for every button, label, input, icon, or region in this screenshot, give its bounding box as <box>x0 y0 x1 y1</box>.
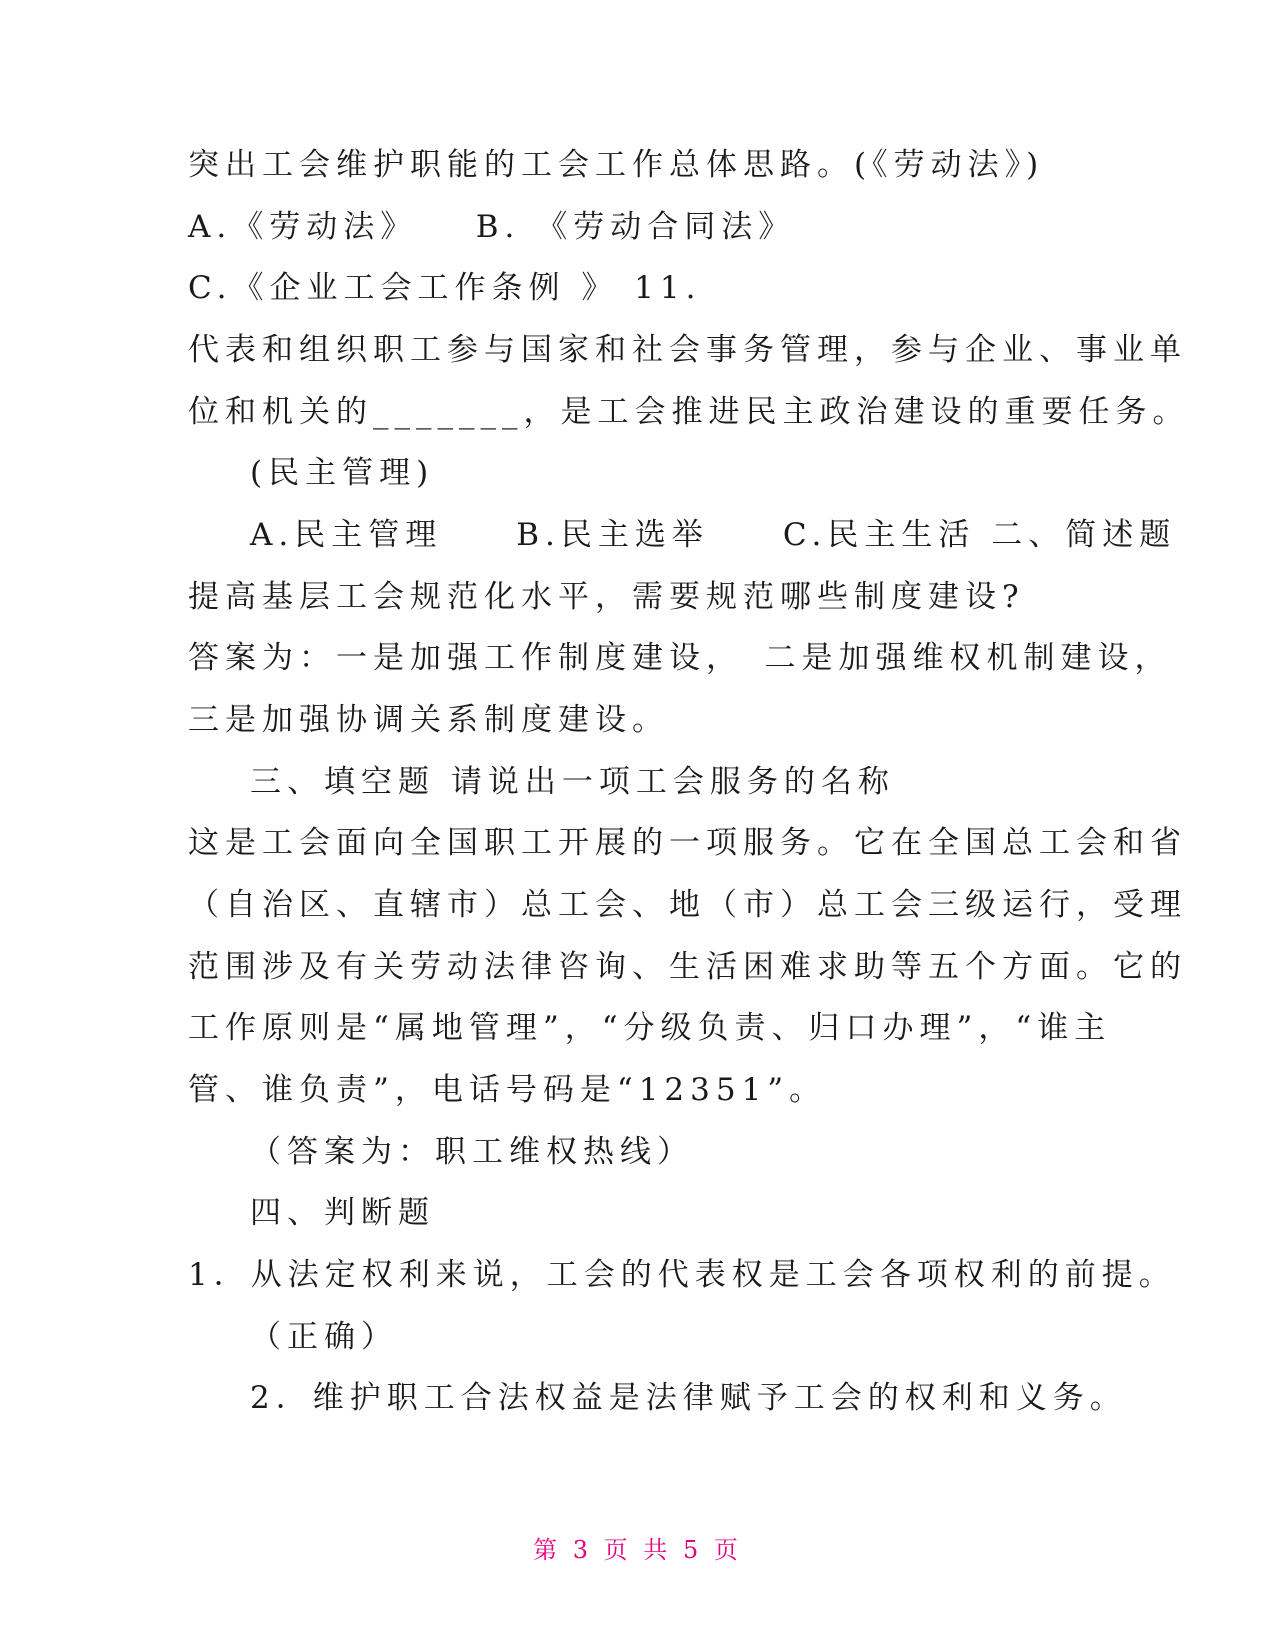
text-line-17: （答案为：职工维权热线） <box>250 1134 694 1170</box>
text-line-5: 位和机关的_______，是工会推进民主政治建设的重要任务。 <box>188 394 1190 430</box>
text-line-20: （正确） <box>250 1319 398 1355</box>
text-line-10: 三是加强协调关系制度建设。 <box>188 702 669 738</box>
text-line-2: A.《劳动法》 B. 《劳动合同法》 <box>188 209 796 245</box>
page-footer: 第 3 页 共 5 页 <box>533 1536 742 1564</box>
text-line-6: (民主管理) <box>250 455 435 491</box>
text-line-9: 答案为：一是加强工作制度建设， 二是加强维权机制建设， <box>188 640 1172 676</box>
text-line-19: 1．从法定权利来说，工会的代表权是工会各项权利的前提。 <box>188 1257 1176 1293</box>
text-line-15: 工作原则是“属地管理”，“分级负责、归口办理”，“谁主 <box>188 1010 1112 1046</box>
section-heading-true-false: 四、判断题 <box>250 1195 435 1231</box>
text-line-3: C.《企业工会工作条例 》 11. <box>188 270 702 306</box>
text-line-12: 这是工会面向全国职工开展的一项服务。它在全国总工会和省 <box>188 825 1187 861</box>
text-line-8: 提高基层工会规范化水平，需要规范哪些制度建设? <box>188 579 1025 615</box>
text-line-7: A.民主管理 B.民主选举 C.民主生活 二、简述题 <box>250 517 1177 553</box>
text-line-4: 代表和组织职工参与国家和社会事务管理，参与企业、事业单 <box>188 332 1187 368</box>
text-line-1: 突出工会维护职能的工会工作总体思路。(《劳动法》) <box>188 147 1045 183</box>
text-line-21: 2．维护职工合法权益是法律赋予工会的权利和义务。 <box>250 1380 1127 1416</box>
text-line-14: 范围涉及有关劳动法律咨询、生活困难求助等五个方面。它的 <box>188 949 1187 985</box>
text-line-13: （自治区、直辖市）总工会、地（市）总工会三级运行，受理 <box>188 887 1187 923</box>
text-line-16: 管、谁负责”，电话号码是“12351”。 <box>188 1072 827 1108</box>
section-heading-fill-blank: 三、填空题 请说出一项工会服务的名称 <box>250 764 895 800</box>
